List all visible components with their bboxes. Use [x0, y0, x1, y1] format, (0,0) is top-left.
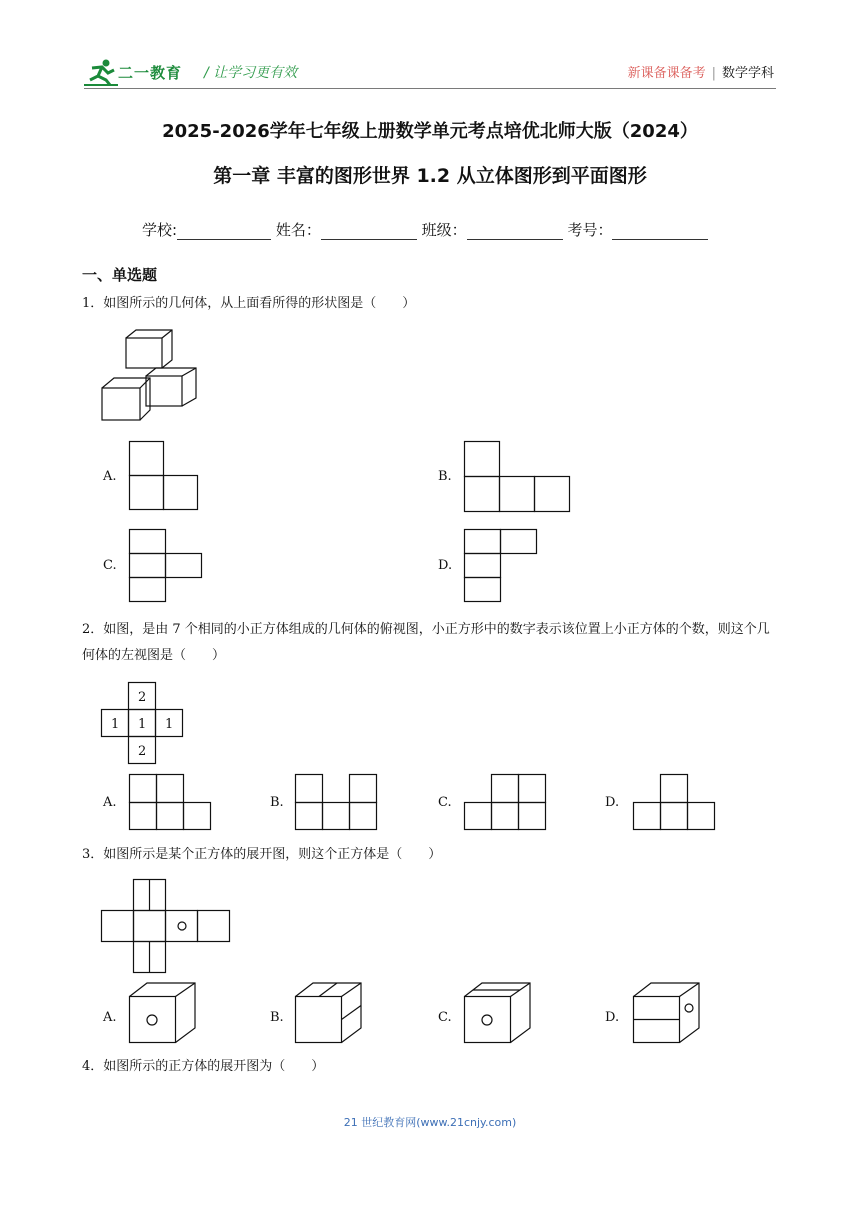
- q3-option-c-figure[interactable]: [464, 982, 536, 1048]
- header-subject-label: 数学学科: [721, 66, 774, 81]
- question-2-text: 2．如图，是由 7 个相同的小正方体组成的几何体的俯视图，小正方形中的数字表示该位置上小正方体的个数，则这个几何体的左视图是（ ）: [82, 622, 770, 663]
- question-4-text: 4．如图所示的正方体的展开图为（ ）: [82, 1059, 325, 1074]
- grid-number: 2: [138, 690, 147, 705]
- q1-option-d-figure[interactable]: [464, 529, 540, 605]
- q1-solid-figure: [100, 328, 200, 423]
- q1-option-c-figure[interactable]: [129, 529, 205, 605]
- q3-option-a-label[interactable]: A.: [103, 1010, 117, 1025]
- grid-number: 1: [138, 717, 147, 732]
- question-1-text: 1．如图所示的几何体，从上面看所得的形状图是（ ）: [82, 296, 416, 311]
- q2-option-d-figure[interactable]: [633, 774, 719, 832]
- q2-top-view-grid: [101, 682, 185, 766]
- grid-number: 2: [138, 744, 147, 759]
- q2-option-a-figure[interactable]: [129, 774, 215, 832]
- question-3-text: 3．如图所示是某个正方体的展开图，则这个正方体是（ ）: [82, 847, 442, 862]
- footer-source: 21 世纪教育网(www.21cnjy.com): [343, 1116, 517, 1129]
- name-label: 姓名：: [275, 221, 321, 239]
- q3-option-b-label[interactable]: B.: [270, 1010, 284, 1025]
- school-field[interactable]: [177, 223, 271, 240]
- q1-option-b-figure[interactable]: [464, 441, 572, 513]
- q2-option-b-label[interactable]: B.: [270, 795, 284, 810]
- q2-option-b-figure[interactable]: [295, 774, 381, 832]
- q1-option-b-label[interactable]: B.: [438, 469, 452, 484]
- q2-option-c-figure[interactable]: [464, 774, 550, 832]
- q3-option-c-label[interactable]: C.: [438, 1010, 452, 1025]
- q2-option-a-label[interactable]: A.: [103, 795, 117, 810]
- exam-number-field[interactable]: [612, 223, 708, 240]
- header-right: [628, 62, 774, 81]
- page-title: 2025-2026学年七年级上册数学单元考点培优北师大版（2024）: [162, 121, 698, 142]
- grid-number: 1: [165, 717, 174, 732]
- q1-option-c-label[interactable]: C.: [103, 558, 117, 573]
- class-label: 班级：: [421, 221, 467, 239]
- header-slogan: / 让学习更有效: [204, 65, 298, 81]
- school-label: 学校:: [142, 221, 178, 239]
- logo-text: 二一教育: [118, 64, 183, 82]
- page-subtitle: 第一章 丰富的图形世界 1.2 从立体图形到平面图形: [213, 165, 647, 187]
- runner-logo-icon: [84, 58, 118, 86]
- header-separator: |: [711, 66, 716, 81]
- q1-option-d-label[interactable]: D.: [438, 558, 453, 573]
- q1-option-a-label[interactable]: A.: [103, 469, 117, 484]
- section-heading: 一、单选题: [82, 266, 158, 284]
- q2-option-d-label[interactable]: D.: [605, 795, 620, 810]
- name-field[interactable]: [321, 223, 417, 240]
- q2-option-c-label[interactable]: C.: [438, 795, 452, 810]
- student-info-line: [142, 219, 708, 240]
- q3-option-b-figure[interactable]: [295, 982, 367, 1048]
- header-divider: [84, 88, 776, 89]
- q3-option-d-figure[interactable]: [633, 982, 705, 1048]
- q3-option-d-label[interactable]: D.: [605, 1010, 620, 1025]
- q3-option-a-figure[interactable]: [129, 982, 201, 1048]
- grid-number: 1: [111, 717, 120, 732]
- header-course-label: 新课备课备考: [627, 66, 706, 81]
- class-field[interactable]: [467, 223, 563, 240]
- q3-cube-net: [101, 879, 233, 975]
- q1-option-a-figure[interactable]: [129, 441, 199, 511]
- exam-number-label: 考号：: [567, 221, 613, 239]
